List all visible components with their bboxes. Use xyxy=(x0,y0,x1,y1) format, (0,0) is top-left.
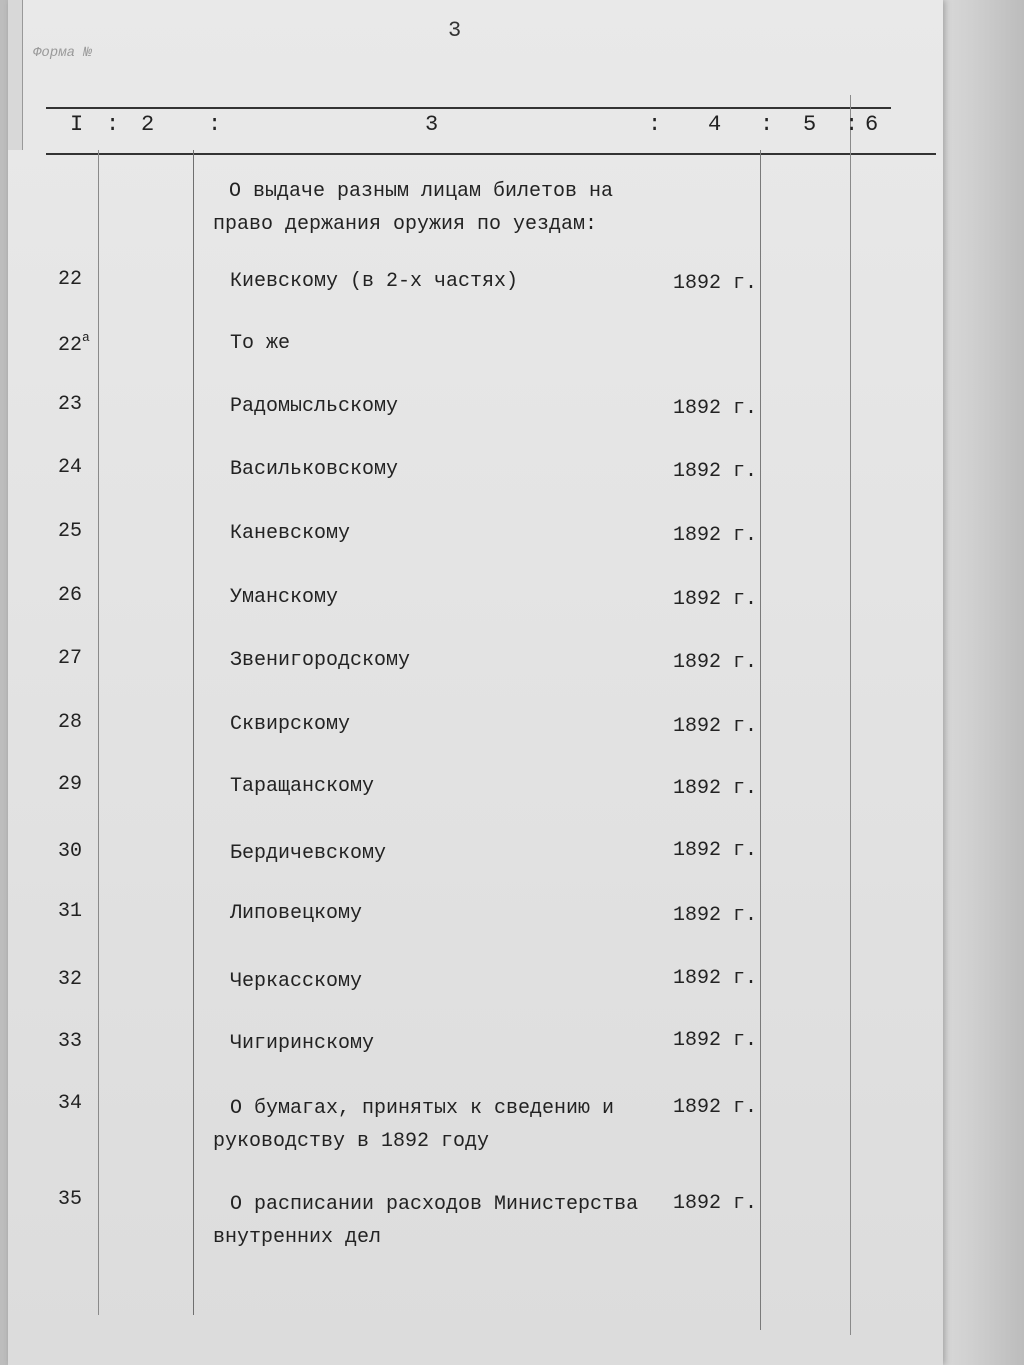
record-title: То же xyxy=(230,332,291,355)
col-header-4: 4 xyxy=(708,112,722,137)
record-title: Липовецкому xyxy=(230,902,363,925)
record-title: Таращанскому xyxy=(230,775,375,798)
record-number-value: 25 xyxy=(58,520,83,543)
header-top-rule xyxy=(46,107,891,109)
record-number xyxy=(58,968,82,991)
record-number-value: 31 xyxy=(58,900,83,923)
record-title: О бумагах, принятых к сведению и руководству в 1892 году xyxy=(213,1097,615,1153)
record-number-value: 32 xyxy=(58,968,83,991)
record-title: Чигиринскому xyxy=(230,1032,375,1055)
record-title: Звенигородскому xyxy=(230,649,411,672)
record-title: Киевскому (в 2-х частях) xyxy=(230,270,519,293)
section-intro: О выдаче разным лицам билетов на право держания оружия по уездам: xyxy=(213,180,614,236)
page-number: 3 xyxy=(448,18,462,43)
record-year: 1892 г. xyxy=(673,588,758,611)
column-divider-3 xyxy=(760,150,761,1330)
record-number xyxy=(58,900,82,923)
record-title: Радомысльскому xyxy=(230,395,399,418)
col-separator: : xyxy=(845,112,859,137)
document-page xyxy=(8,0,943,1365)
record-year: 1892 г. xyxy=(673,1029,758,1052)
record-number xyxy=(58,1188,82,1211)
record-year: 1892 г. xyxy=(673,1192,758,1215)
record-number xyxy=(58,584,82,607)
col-separator: : xyxy=(106,112,120,137)
header-bottom-rule xyxy=(46,153,936,155)
column-divider-4 xyxy=(850,95,851,1335)
record-number xyxy=(58,711,82,734)
record-year: 1892 г. xyxy=(673,397,758,420)
col-header-2: 2 xyxy=(141,112,155,137)
record-title: Черкасскому xyxy=(230,970,363,993)
record-title: Сквирскому xyxy=(230,713,351,736)
record-year: 1892 г. xyxy=(673,904,758,927)
record-number-value: 23 xyxy=(58,393,83,416)
record-year: 1892 г. xyxy=(673,715,758,738)
record-year: 1892 г. xyxy=(673,651,758,674)
col-header-3: 3 xyxy=(425,112,439,137)
underlying-page-edge xyxy=(8,0,23,150)
column-divider-2 xyxy=(193,150,194,1315)
record-number-value: 24 xyxy=(58,456,83,479)
col-separator: : xyxy=(648,112,662,137)
record-number-value: 22 xyxy=(58,268,83,291)
record-title: Бердичевскому xyxy=(230,842,387,865)
record-number xyxy=(58,1030,82,1053)
record-title: О расписании расходов Министерства внутренних дел xyxy=(213,1193,639,1249)
record-year: 1892 г. xyxy=(673,777,758,800)
col-header-1: I xyxy=(70,112,84,137)
record-year: 1892 г. xyxy=(673,272,758,295)
record-title: Васильковскому xyxy=(230,458,399,481)
record-number-value: 26 xyxy=(58,584,83,607)
record-number xyxy=(58,1092,82,1115)
record-year: 1892 г. xyxy=(673,967,758,990)
record-number-value: 22 xyxy=(58,334,83,357)
record-year: 1892 г. xyxy=(673,839,758,862)
record-number-value: 29 xyxy=(58,773,83,796)
col-separator: : xyxy=(208,112,222,137)
record-number xyxy=(58,393,82,416)
record-number xyxy=(58,330,90,357)
record-year: 1892 г. xyxy=(673,524,758,547)
record-number xyxy=(58,647,82,670)
record-number-value: 28 xyxy=(58,711,83,734)
record-number xyxy=(58,520,82,543)
record-number-value: 34 xyxy=(58,1092,83,1115)
col-header-5: 5 xyxy=(803,112,817,137)
col-separator: : xyxy=(760,112,774,137)
record-year: 1892 г. xyxy=(673,460,758,483)
record-title: Уманскому xyxy=(230,586,339,609)
record-number-value: 33 xyxy=(58,1030,83,1053)
record-year: 1892 г. xyxy=(673,1096,758,1119)
record-number xyxy=(58,456,82,479)
form-label-bleed: Форма № xyxy=(33,45,92,61)
record-number-value: 30 xyxy=(58,840,83,863)
desk-background xyxy=(940,0,1024,1365)
record-number xyxy=(58,840,82,863)
record-title: Каневскому xyxy=(230,522,351,545)
record-number-suffix: а xyxy=(82,330,90,345)
column-divider-1 xyxy=(98,150,99,1315)
record-number xyxy=(58,268,82,291)
record-number-value: 35 xyxy=(58,1188,83,1211)
record-number-value: 27 xyxy=(58,647,83,670)
record-number xyxy=(58,773,82,796)
col-header-6: 6 xyxy=(865,112,879,137)
